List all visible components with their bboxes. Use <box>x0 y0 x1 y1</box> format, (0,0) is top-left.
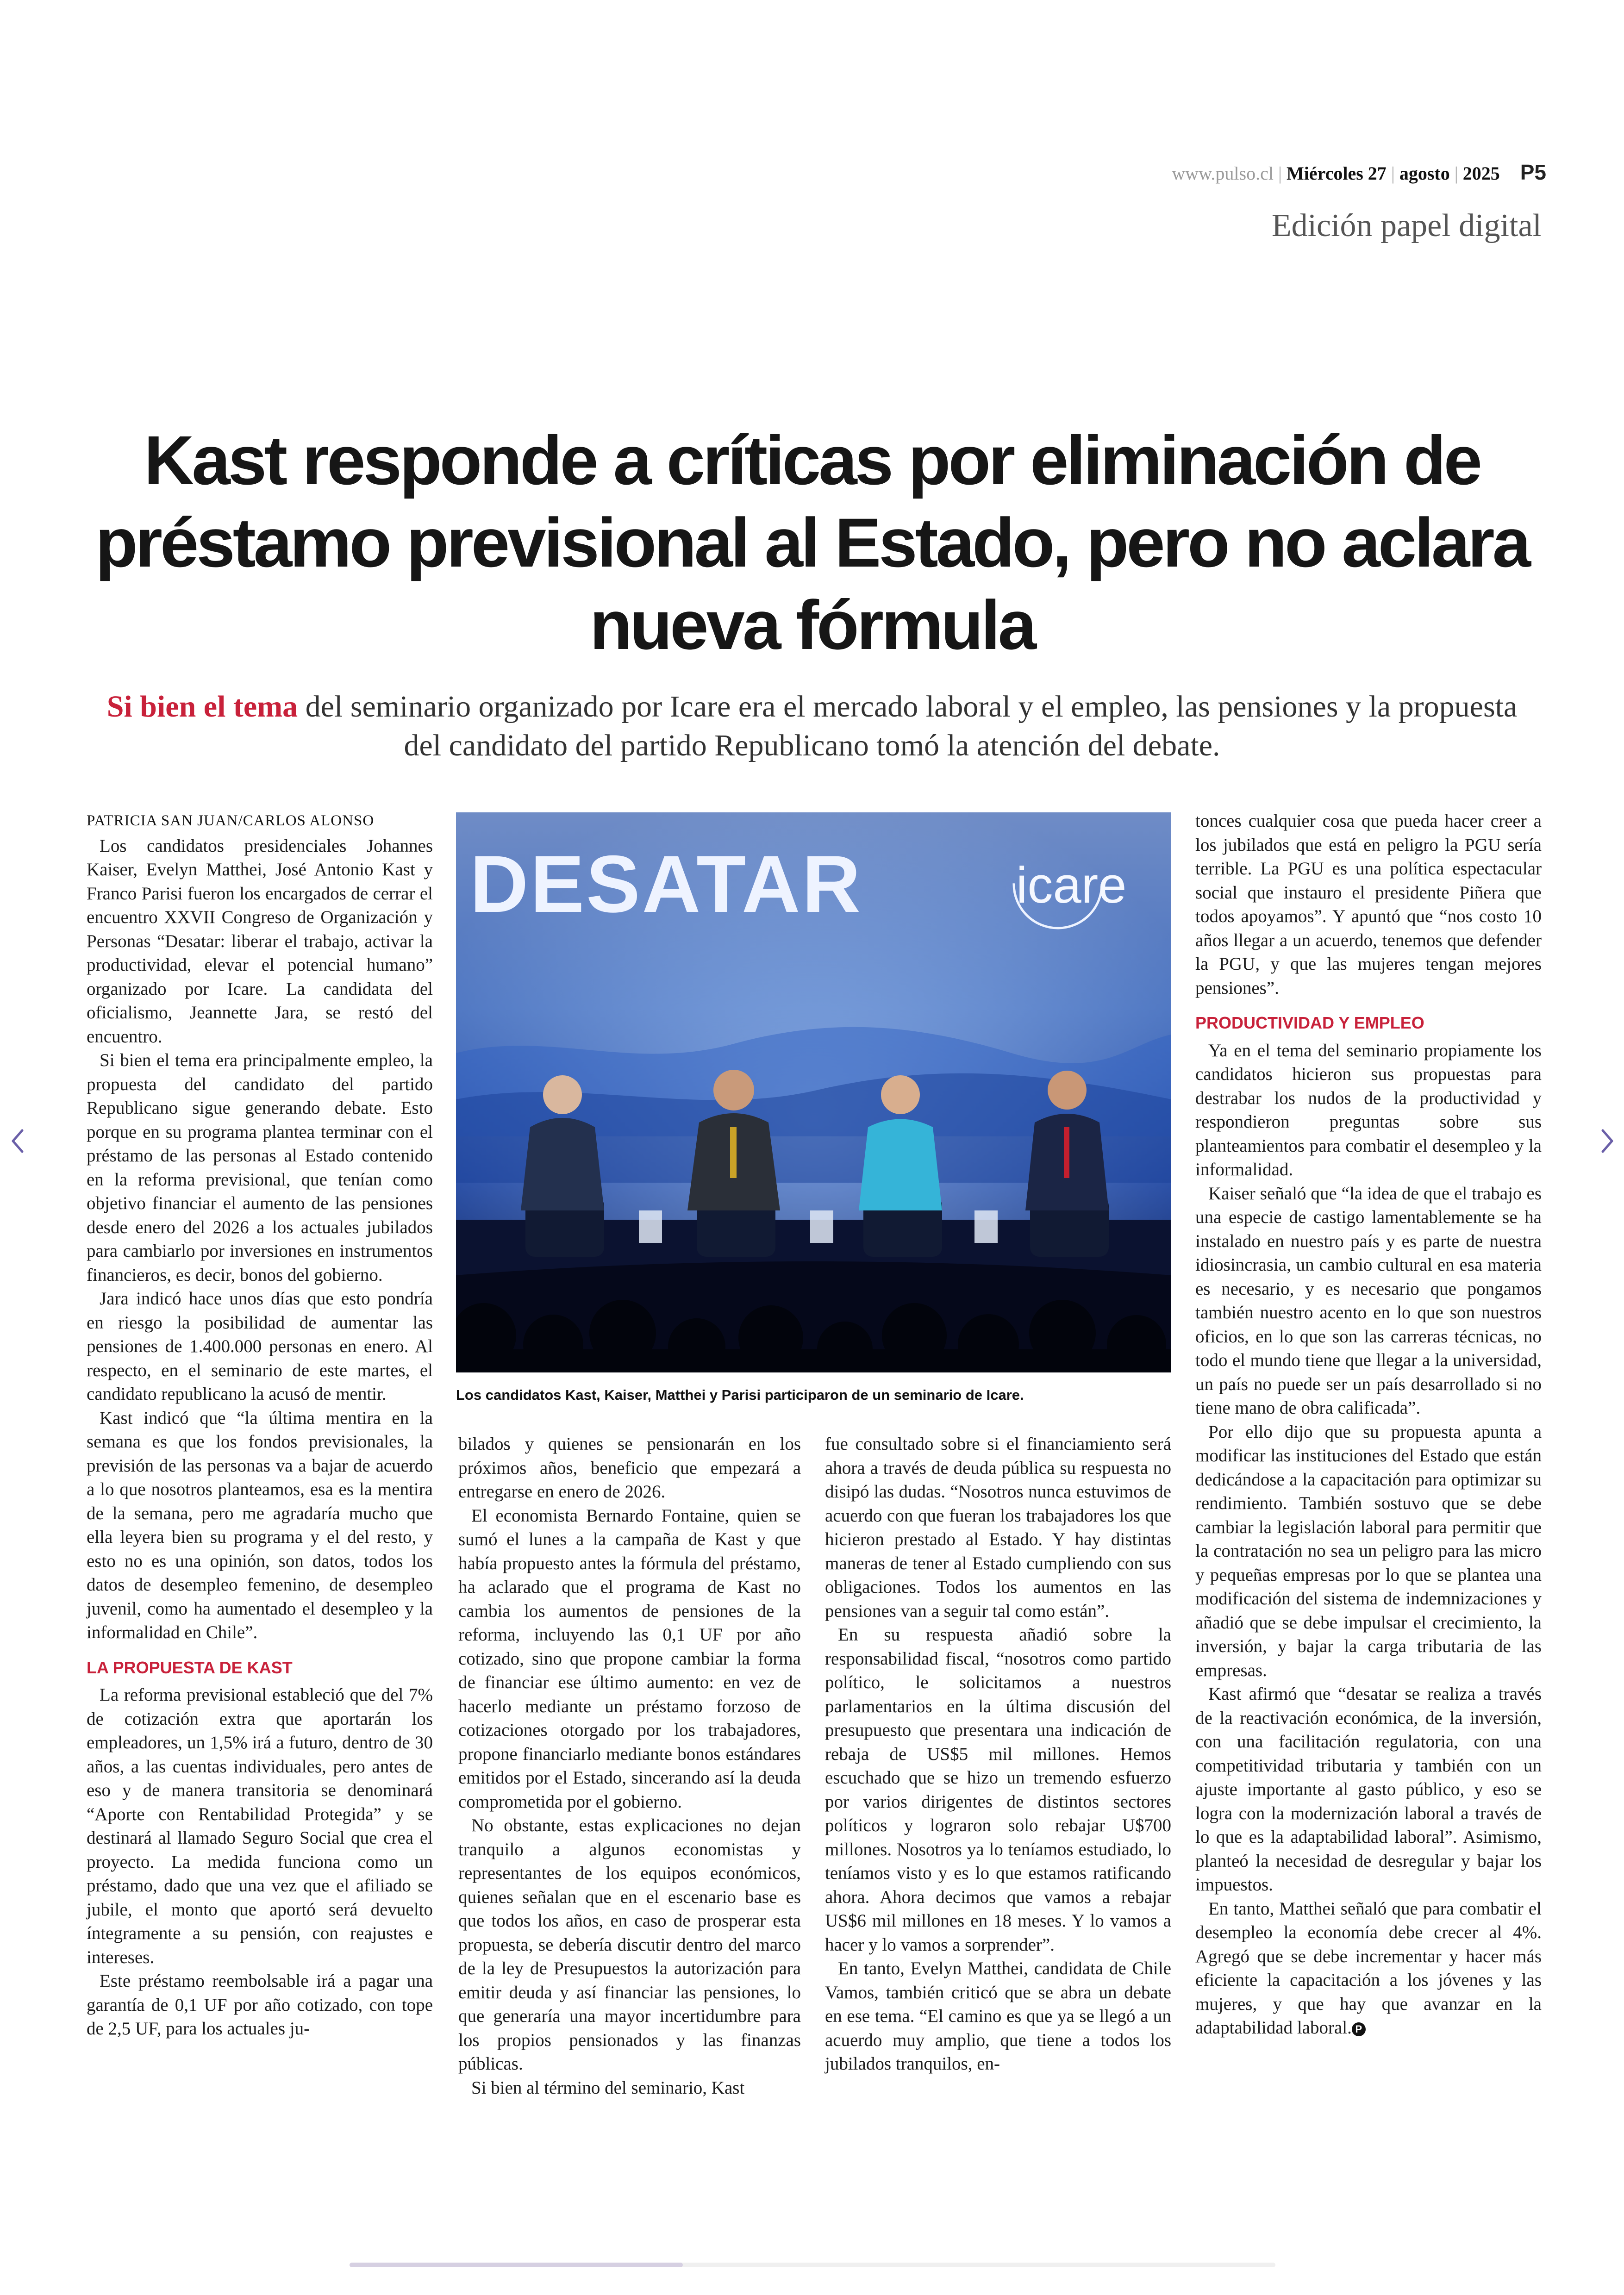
article-column-2 <box>458 1432 801 2100</box>
page-header: www.pulso.cl | Miércoles 27 | agosto | 2025 P5 <box>1172 160 1546 184</box>
page-number: P5 <box>1520 160 1546 184</box>
paragraph: fue consultado sobre si el financiamiento será ahora a través de deuda pública su respuesta no disipó las dudas. “Nosotros nunca estuvimos de acuerdo con que fueran los trabajadores los que hicieron prestado al Estado. Y hay distintas maneras de tener al Estado cumpliendo con sus obligaciones. Todos los aumentos en las pensiones van a seguir tal como están”. <box>825 1434 1171 1621</box>
article-column-4 <box>1195 809 1542 2040</box>
paragraph: Si bien el tema era principalmente empleo, la propuesta del candidato del partido Republicano sigue generando debate. Esto porque en su programa plantea terminar con el préstamo de las personas al Estado contenido en la reforma previsional, que tenían como objetivo financiar el aumento de las pensiones desde enero del 2026 a los actuales jubilados para cambiarlo por inversiones en instrumentos financieros, es decir, bonos del gobierno. <box>87 1050 433 1285</box>
photo-logo-text: icare <box>1016 857 1127 914</box>
article-headline: Kast responde a críticas por eliminación de préstamo previsional al Estado, pero no aclara nueva fórmula <box>95 421 1529 664</box>
byline: PATRICIA SAN JUAN/CARLOS ALONSO <box>87 812 375 829</box>
previous-page-button[interactable] <box>6 1125 30 1157</box>
paragraph: bilados y quienes se pensionarán en los próximos años, beneficio que empezará a entregarse en enero de 2026. <box>458 1434 801 1502</box>
paragraph: No obstante, estas explicaciones no dejan tranquilo a algunos economistas y representantes de los equipos económicos, quienes señalan que en el escenario base es que todos los años, en caso de prosperar esta propuesta, se debería discutir dentro del marco de la ley de Presupuestos la autorización para emitir deuda y así financiar las pensiones, lo que generaría una mayor incertidumbre para los propios pensionados y las finanzas públicas. <box>458 1815 801 2074</box>
next-page-button[interactable] <box>1595 1125 1618 1157</box>
subhead-productividad: PRODUCTIVIDAD Y EMPLEO <box>1195 1013 1424 1032</box>
deck-text: del seminario organizado por Icare era el mercado laboral y el empleo, las pensiones y la propuesta del candidato del partido Republicano tomó la atención del debate. <box>298 690 1518 762</box>
paragraph: Ya en el tema del seminario propiamente los candidatos hicieron sus propuestas para destrabar los nudos de la productividad y respondieron preguntas sobre sus planteamientos para combatir el desempleo y la informalidad. <box>1195 1040 1542 1179</box>
seminar-stage-image <box>456 812 1171 1372</box>
deck-kicker: Si bien el tema <box>106 690 298 723</box>
paragraph: Si bien al término del seminario, Kast <box>471 2077 745 2098</box>
paragraph: El economista Bernardo Fontaine, quien se sumó el lunes a la campaña de Kast y que había propuesto antes la fórmula del préstamo, ha aclarado que el programa de Kast no cambia los aumentos de pensiones de la reforma, incluyendo las 0,1 UF por año cotizado, sino que propone cambiar la forma de financiar ese último aumento: en vez de hacerlo mediante un préstamo forzoso de cotizaciones otorgado por los trabajadores, propone financiarlo mediante bonos estándares emitidos por el Estado, sincerando así la deuda comprometida por el gobierno. <box>458 1505 801 1812</box>
paragraph: Por ello dijo que su propuesta apunta a modificar las instituciones del Estado que están dedicándose a la capacitación para optimizar su rendimiento. También sostuvo que se debe cambiar la legislación laboral para permitir que la contratación no sea un peligro para las micro y pequeñas empresas por lo que se plantea una modificación del sistema de indemnizaciones y añadió que se debe impulsar el crecimiento, la inversión, y bajar la carga tributaria de las empresas. <box>1195 1422 1542 1680</box>
paragraph: Kast afirmó que “desatar se realiza a través de la reactivación económica, de la inversión, con una facilitación regulatoria, con una competitividad tributaria y también con un ajuste importante al gasto público, y eso se logra con la modernización laboral a través de lo que es la adaptabilidad laboral”. Asimismo, planteó la necesidad de desregular y bajar los impuestos. <box>1195 1684 1542 1895</box>
paragraph: Los candidatos presidenciales Johannes Kaiser, Evelyn Matthei, José Antonio Kast y Franco Parisi fueron los encargados de cerrar el encuentro XXVII Congreso de Organización y Personas “Desatar: liberar el trabajo, activar la productividad, elevar el potencial humano” organizado por Icare. La candidata del oficialismo, Jeannette Jara, se restó del encuentro. <box>87 836 433 1047</box>
edition-label: Edición papel digital <box>1271 208 1542 243</box>
article-column-1 <box>87 809 433 2041</box>
article-column-3 <box>825 1432 1171 2076</box>
paragraph: En tanto, Evelyn Matthei, candidata de Chile Vamos, también criticó que se abra un debate en ese tema. “El camino es que ya se llegó a un acuerdo muy amplio, que tiene a todos los jubilados tranquilos, en- <box>825 1958 1171 2074</box>
chevron-left-icon <box>6 1125 30 1157</box>
end-mark-icon: P <box>1352 2022 1366 2036</box>
article-deck <box>102 687 1522 765</box>
paragraph: En su respuesta añadió sobre la responsabilidad fiscal, “nosotros como partido político, le solicitamos a nuestros parlamentarios en la última discusión del presupuesto que presentara una indicación de rebaja de US$5 mil millones. Hemos escuchado que se hizo un tremendo esfuerzo por varios dirigentes de distintos sectores políticos y lograron solo rebajar U$700 millones. Nosotros ya lo teníamos estudiado, lo teníamos visto y es lo que estamos ratificando ahora. Ahora decimos que vamos a rebajar US$6 mil millones en 18 meses. Y lo vamos a hacer y lo vamos a sorprender”. <box>825 1625 1171 1955</box>
horizontal-scrollbar-thumb[interactable] <box>350 2263 683 2267</box>
paragraph: Kast indicó que “la última mentira en la semana es que los fondos previsionales, la previsión de las personas va a bajar de acuerdo a lo que nosotros planteamos, esa es la mentira de la semana, pero me agradaría mucho que ella leyera bien su programa y el del resto, y esto no es una opinión, son datos, todos los datos de desempleo femenino, de desempleo juvenil, como ha aumentado el desempleo y la informalidad en Chile”. <box>87 1408 433 1642</box>
photo-banner-text: DESATAR <box>470 839 862 929</box>
paragraph: Kaiser señaló que “la idea de que el trabajo es una especie de castigo lamentablemente se ha instalado en nuestro país y es parte de nuestra idiosincrasia, un cambio cultural en esa materia es necesario, y es necesario que pongamos también nuestro acento en lo que son nuestros oficios, en lo que son las carreras técnicas, no todo el mundo tiene que llegar a la universidad, un país no puede ser un país desarrollado si no tiene mano de obra calificada”. <box>1195 1183 1542 1418</box>
paragraph-text: En tanto, Matthei señaló que para combatir el desempleo la economía debe crecer al 4%. Agregó que se debe incrementar y hacer más eficiente la capacitación a los jóvenes y las mujeres, y que hay que avanzar en la adaptabilidad laboral. <box>1195 1898 1542 2038</box>
photo-caption: Los candidatos Kast, Kaiser, Matthei y Parisi participaron de un seminario de Icare. <box>456 1387 1024 1403</box>
chevron-right-icon <box>1595 1125 1618 1157</box>
issue-day: Miércoles 27 <box>1286 163 1387 184</box>
site-url: www.pulso.cl <box>1172 163 1274 184</box>
paragraph: tonces cualquier cosa que pueda hacer creer a los jubilados que está en peligro la PGU sería terrible. La PGU es una política espectacular social que instauro el presidente Piñera que todos apoyamos”. Y apuntó que “nos costo 10 años llegar a un acuerdo, tenemos que defender la PGU, y que las mujeres tengan mejores pensiones”. <box>1195 811 1542 998</box>
subhead-propuesta: LA PROPUESTA DE KAST <box>87 1658 293 1677</box>
paragraph: Jara indicó hace unos días que esto pondría en riesgo la posibilidad de aumentar las pensiones de 1.400.000 personas en enero. Al respecto, en el seminario de este martes, el candidato republicano la acusó de mentir. <box>87 1289 433 1404</box>
paragraph: Este préstamo reembolsable irá a pagar una garantía de 0,1 UF por año cotizado, con tope de 2,5 UF, para los actuales ju- <box>87 1971 433 2039</box>
paragraph: La reforma previsional estableció que del 7% de cotización extra que aportarán los empleadores, un 1,5% irá a futuro, dentro de 30 años, a las cuentas individuales, pero antes de eso y de manera transitoria se denominará “Aporte con Rentabilidad Protegida” y se destinará al llamado Seguro Social que crea el proyecto. La medida funciona como un préstamo, dado que una vez que el afiliado se jubile, el monto que aportó será devuelto íntegramente a su pensión, con reajustes e intereses. <box>87 1685 433 1967</box>
article-photo <box>456 812 1171 1372</box>
issue-month: agosto <box>1399 163 1450 184</box>
issue-year: 2025 <box>1462 163 1500 184</box>
paragraph <box>1195 1897 1542 2040</box>
